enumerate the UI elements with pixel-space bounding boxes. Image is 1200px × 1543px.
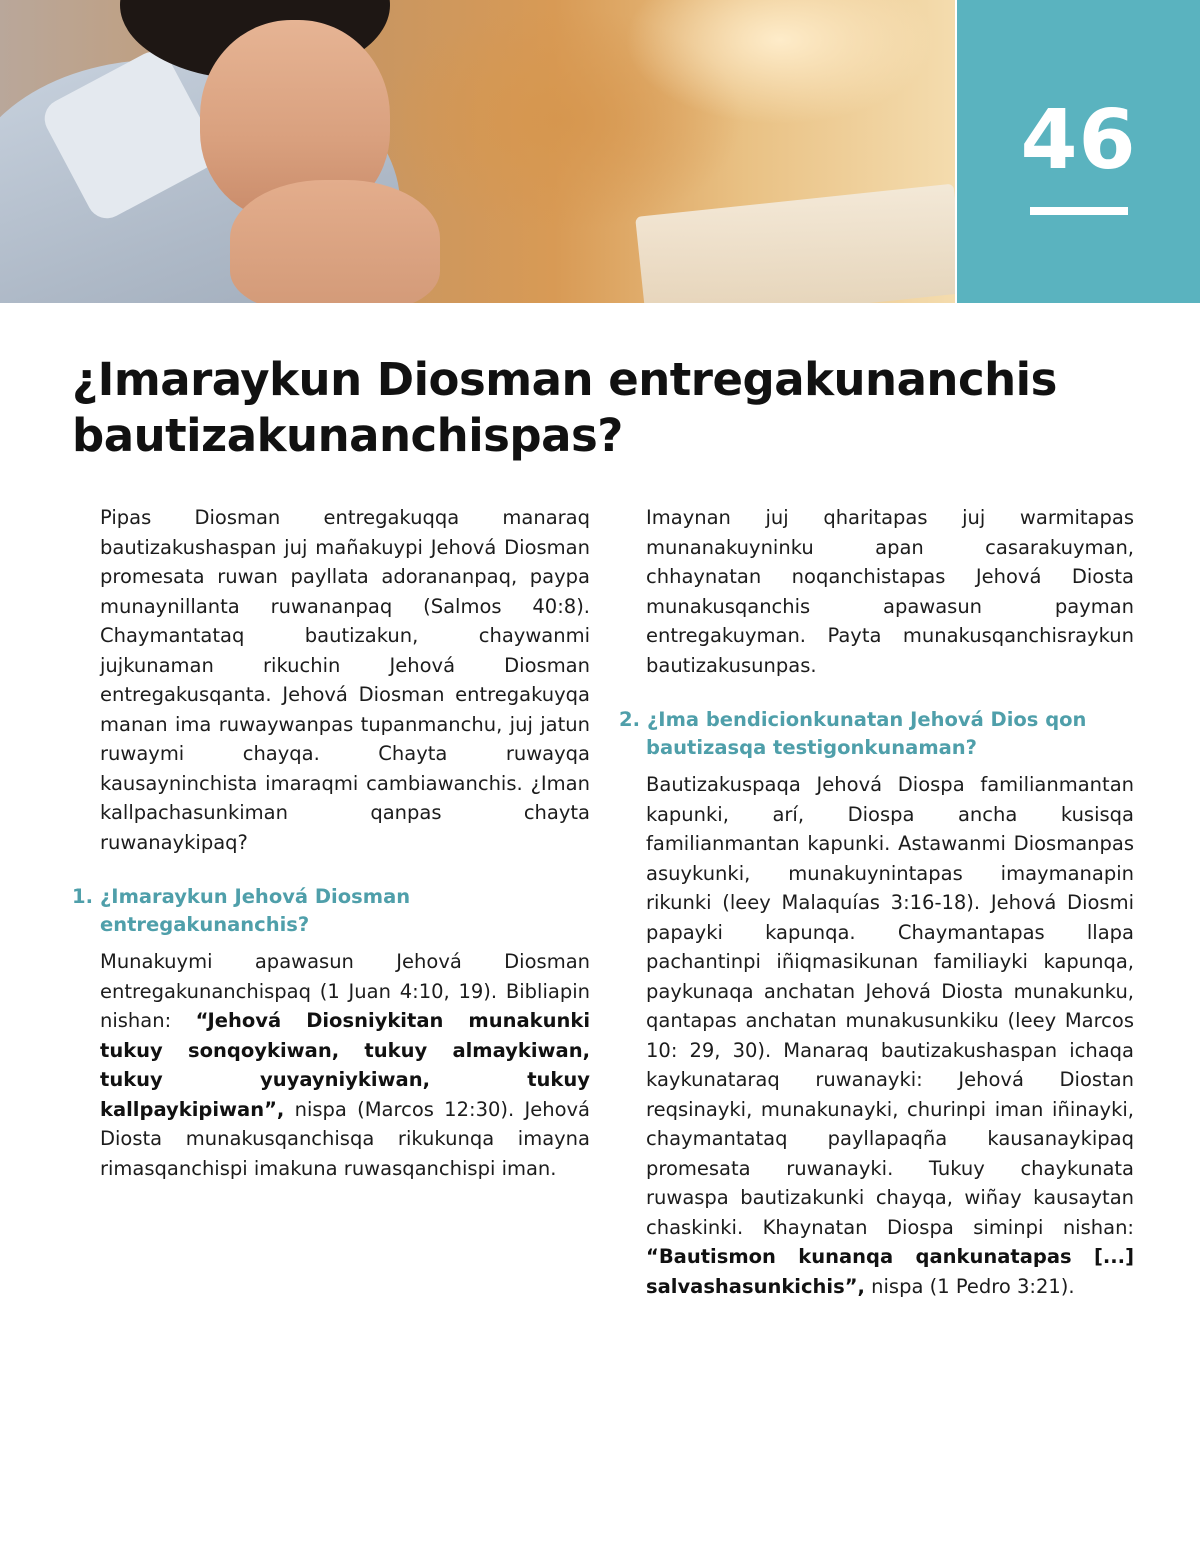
question-2-number: 2. bbox=[619, 708, 640, 731]
question-2-text: ¿Ima bendicionkunatan Jehová Dios qon bautizasqa testigonkunaman? bbox=[646, 708, 1087, 759]
answer-1-text-before: Munakuymi apawasun Jehová Diosman entregakunanchispaq (1 Juan 4:10, 19). Bibliapin nishan: bbox=[100, 950, 590, 1032]
answer-2-paragraph bbox=[646, 770, 1134, 1301]
question-1-heading bbox=[72, 883, 590, 939]
answer-2-text-after: nispa (1 Pedro 3:21). bbox=[864, 1274, 1075, 1298]
answer-2-quote: “Bautismon kunanqa qankunatapas [...] salvashasunkichis”, bbox=[646, 1245, 1134, 1298]
page-title bbox=[72, 352, 1152, 464]
page-title-line2: bautizakunanchispas? bbox=[72, 409, 623, 462]
answer-1-text-after: nispa (Marcos 12:30). Jehová Diosta munakusqanchisqa rikukunqa imayna rimasqanchispi imakuna ruwasqanchispi iman. bbox=[100, 1097, 590, 1180]
header-photo bbox=[0, 0, 955, 303]
question-1-text: ¿Imaraykun Jehová Diosman entregakunanchis? bbox=[100, 885, 411, 936]
question-1-number: 1. bbox=[72, 885, 93, 908]
answer-1-paragraph bbox=[100, 947, 590, 1183]
question-2-heading bbox=[619, 706, 1134, 762]
lesson-number-underline bbox=[1030, 207, 1128, 215]
intro-paragraph: Pipas Diosman entregakuqqa manaraq bautizakushaspan juj mañakuypi Jehová Diosman promesata ruwan payllata adorananpaq, paypa munaynillanta ruwananpaq (Salmos 40:8). Chaymantataq bautizakun, chaywanmi jujkunaman rikuchin Jehová Diosman entregakusqanta. Jehová Diosman entregakuyqa manan ima ruwaywanpas tupanmanchu, juj jatun ruwaymi chayqa. Chayta ruwayqa kausayninchista imaraqmi cambiawanchis. ¿Iman kallpachasunkiman qanpas chayta ruwanaykipaq? bbox=[100, 506, 590, 854]
page-title-line1: ¿Imaraykun Diosman entregakunanchis bbox=[72, 353, 1057, 406]
photo-hands bbox=[230, 180, 440, 303]
answer-1-quote: “Jehová Diosniykitan munakunki tukuy sonqoykiwan, tukuy almaykiwan, tukuy yuyayniykiwan, tukuy kallpaykipiwan”, bbox=[100, 1009, 590, 1121]
answer-2-text-before: Bautizakuspaqa Jehová Diospa familianmantan kapunki, arí, Diospa ancha kusisqa familianmantan kapunki. Astawanmi Diosmanpas asuykunki, munakuynintapas imaymanapin rikunki (leey Malaquías 3:16-18). Jehová Diosmi papayki kapunqa. Chaymantapas llapa pachantinpi iñiqmasikunan familiayki kapunqa, paykunaqa anchatan Jehová Diosta munakunku, qantapas anchatan munakusunkiku (leey Marcos 10: 29, 30). Manaraq bautizakushaspan ichaqa kaykunataraq ruwanayki: Jehová Diostan reqsinayki, munakunayki, churinpi iman iñinayki, chaymantataq payllapaqña kausanaykipaq promesata ruwanayki. Tukuy chaykunata ruwaspa bautizakunki chayqa, wiñay kausaytan chaskinki. Khaynatan Diospa siminpi nishan: bbox=[646, 773, 1134, 1239]
lesson-number: 46 bbox=[1020, 93, 1137, 188]
left-column bbox=[72, 503, 590, 1183]
answer-1-continued: Imaynan juj qharitapas juj warmitapas munanakuyninku apan casarakuyman, chhaynatan noqanchistapas Jehová Diosta munakusqanchis apawasun payman entregakuyman. Payta munakusqanchisraykun bautizakusunpas. bbox=[646, 506, 1134, 677]
right-column bbox=[619, 503, 1134, 1301]
photo-book bbox=[635, 184, 955, 303]
lesson-number-box bbox=[957, 0, 1200, 303]
